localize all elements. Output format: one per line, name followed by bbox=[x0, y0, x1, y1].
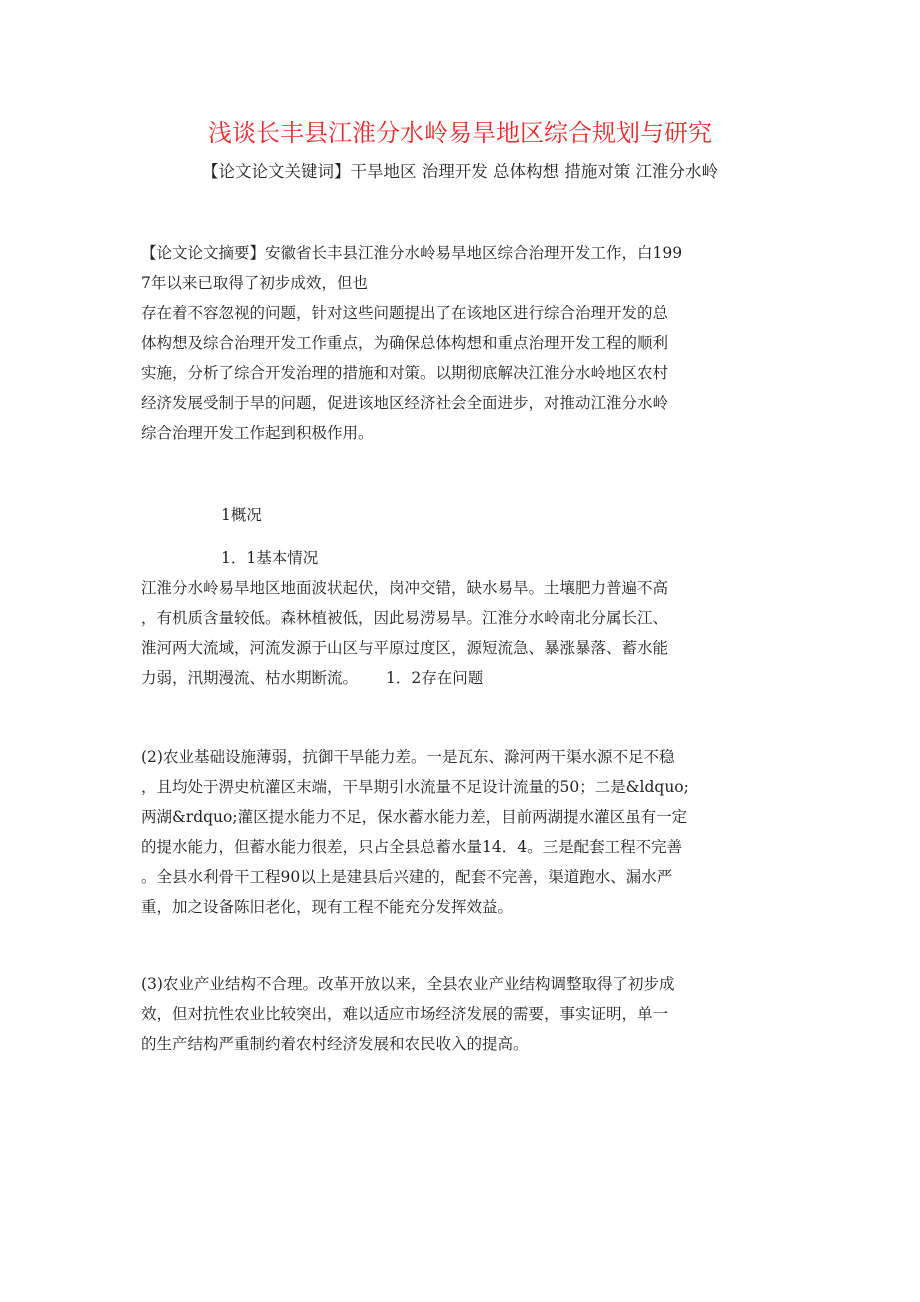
keywords-line: 【论文论文关键词】干旱地区 治理开发 总体构想 措施对策 江淮分水岭 bbox=[202, 162, 718, 181]
body-line: 的生产结构严重制约着农村经济发展和农民收入的提高。 bbox=[141, 1035, 529, 1053]
body-line: (2)农业基础设施薄弱，抗御干旱能力差。一是瓦东、滁河两干渠水源不足不稳 bbox=[141, 748, 675, 766]
body-line: (3)农业产业结构不合理。改革开放以来，全县农业产业结构调整取得了初步成 bbox=[141, 975, 675, 993]
section-heading: 1概况 bbox=[221, 506, 262, 524]
abstract-line: 经济发展受制于旱的问题，促进该地区经济社会全面进步，对推动江淮分水岭 bbox=[141, 394, 669, 412]
section-1 bbox=[141, 500, 791, 530]
abstract-line: 实施，分析了综合开发治理的措施和对策。以期彻底解决江淮分水岭地区农村 bbox=[141, 364, 669, 382]
abstract-line: 7年以来已取得了初步成效，但也 bbox=[141, 274, 368, 292]
body-line: 。全县水利骨干工程90以上是建县后兴建的，配套不完善，渠道跑水、漏水严 bbox=[141, 868, 673, 886]
body-line: 两湖&rdquo;灌区提水能力不足，保水蓄水能力差，目前两湖提水灌区虽有一定 bbox=[141, 808, 688, 826]
body-line-text: 力弱，汛期漫流、枯水期断流。 bbox=[141, 669, 359, 687]
document-title: 浅谈长丰县江淮分水岭易旱地区综合规划与研究 bbox=[208, 119, 712, 147]
body-line: 江淮分水岭易旱地区地面波状起伏，岗冲交错，缺水易旱。土壤肥力普遍不高 bbox=[141, 579, 669, 597]
body-line: ，且均处于淠史杭灌区末端，干旱期引水流量不足设计流量的50；二是&ldquo; bbox=[141, 778, 689, 796]
abstract-paragraph bbox=[141, 238, 791, 448]
body-line: 的提水能力，但蓄水能力很差，只占全县总蓄水量14．4。三是配套工程不完善 bbox=[141, 838, 683, 856]
body-line: 淮河两大流域，河流发源于山区与平原过度区，源短流急、暴涨暴落、蓄水能 bbox=[141, 639, 669, 657]
section-1-1 bbox=[141, 543, 791, 693]
paragraph-2 bbox=[141, 742, 791, 922]
abstract-line: 【论文论文摘要】安徽省长丰县江淮分水岭易旱地区综合治理开发工作，白199 bbox=[141, 244, 683, 262]
body-line: ，有机质含量较低。森林植被低，因此易涝易旱。江淮分水岭南北分属长江、 bbox=[141, 609, 669, 627]
subsection-heading: 1．2存在问题 bbox=[386, 669, 484, 687]
abstract-line: 综合治理开发工作起到积极作用。 bbox=[141, 424, 374, 442]
abstract-line: 体构想及综合治理开发工作重点，为确保总体构想和重点治理开发工程的顺利 bbox=[141, 334, 669, 352]
paragraph-3 bbox=[141, 969, 791, 1059]
abstract-line: 存在着不容忽视的问题，针对这些问题提出了在该地区进行综合治理开发的总 bbox=[141, 304, 669, 322]
body-line bbox=[141, 663, 791, 693]
subsection-heading: 1．1基本情况 bbox=[221, 549, 319, 567]
body-line: 重，加之设备陈旧老化，现有工程不能充分发挥效益。 bbox=[141, 898, 514, 916]
body-line: 效，但对抗性农业比较突出，难以适应市场经济发展的需要，事实证明，单一 bbox=[141, 1005, 669, 1023]
